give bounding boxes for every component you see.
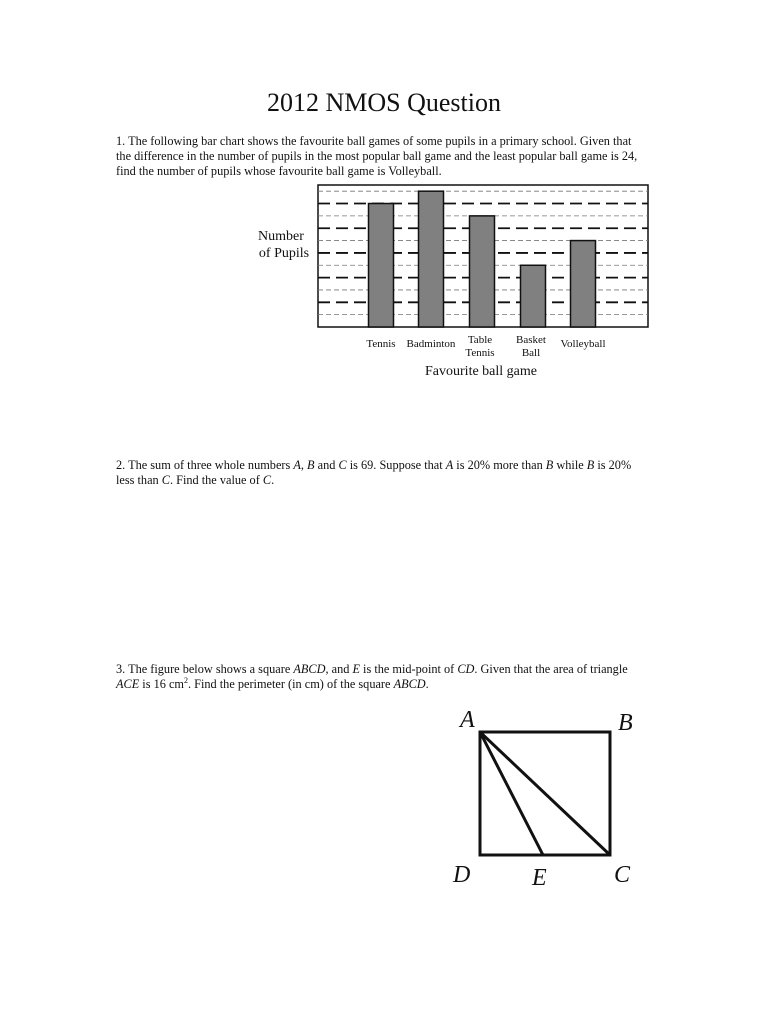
var-c: C [262, 473, 272, 487]
vertex-label-d: D [453, 862, 471, 888]
q2-text: while [553, 458, 587, 472]
category-label: Volleyball [560, 338, 606, 350]
bar-chart [250, 180, 660, 385]
category-label: Badminton [406, 338, 456, 350]
var-a: A [293, 458, 301, 472]
bar-volleyball [571, 241, 596, 327]
question-1 [116, 134, 646, 179]
var-abcd: ABCD [393, 677, 426, 691]
point-label-e: E [532, 865, 547, 891]
category-label: Tennis [366, 338, 396, 350]
bar-table-tennis [470, 216, 495, 327]
category-label: Tennis [465, 347, 495, 359]
q3-text: and [328, 662, 353, 676]
page-title: 2012 NMOS Question [266, 88, 501, 117]
q2-text: . Find the value of [169, 473, 263, 487]
bar-tennis [369, 204, 394, 327]
q3-text: . Given that the area of triangle [474, 662, 628, 676]
bar-badminton [419, 191, 444, 327]
q3-text: 3. The figure below shows a square [116, 662, 294, 676]
q3-text: is the mid-point of [359, 662, 458, 676]
var-ace: ACE [116, 677, 140, 691]
segment-ae [480, 732, 543, 855]
var-cd: CD [457, 662, 475, 676]
var-abcd: ABCD, [293, 662, 329, 676]
q2-text: , [300, 458, 308, 472]
category-label: Ball [521, 347, 541, 359]
q3-text: . Find the perimeter (in cm) of the square [187, 677, 394, 691]
q2-text: is 20% less than [116, 458, 632, 487]
y-axis-label-line-2: of Pupils [258, 246, 310, 261]
category-label: Basket [516, 334, 546, 346]
q2-text: is 20% more than [453, 458, 546, 472]
var-e: E [352, 662, 360, 676]
bar-basket-ball [521, 265, 546, 327]
question-3 [116, 662, 646, 692]
vertex-label-c: C [614, 862, 631, 888]
category-label: Table [467, 334, 493, 346]
q3-text: is 16 cm [139, 677, 184, 691]
var-b: B [307, 458, 315, 472]
var-b: B [586, 458, 595, 472]
square-figure [440, 700, 650, 895]
vertex-label-b: B [618, 710, 633, 736]
q3-text: . [425, 677, 429, 691]
vertex-label-a: A [460, 707, 475, 733]
var-c: C [161, 473, 170, 487]
question-2 [116, 458, 646, 488]
q2-text: . [271, 473, 275, 487]
q2-text: is 69. Suppose that [346, 458, 446, 472]
var-c: C [338, 458, 347, 472]
q2-text: and [314, 458, 339, 472]
diagonal-ac [480, 732, 610, 855]
y-axis-label-line-1: Number [258, 229, 304, 244]
x-axis-label: Favourite ball game [425, 364, 537, 379]
var-a: A [445, 458, 454, 472]
var-b: B [545, 458, 554, 472]
q2-text: 2. The sum of three whole numbers [116, 458, 294, 472]
superscript: 2 [183, 675, 188, 685]
question-1-text: 1. The following bar chart shows the favourite ball games of some pupils in a primary school. Given that the difference in the number of pupils in the most popular ball game and the least popular ball game is 24, find the number of pupils whose favourite ball game is Volleyball. [116, 134, 638, 178]
